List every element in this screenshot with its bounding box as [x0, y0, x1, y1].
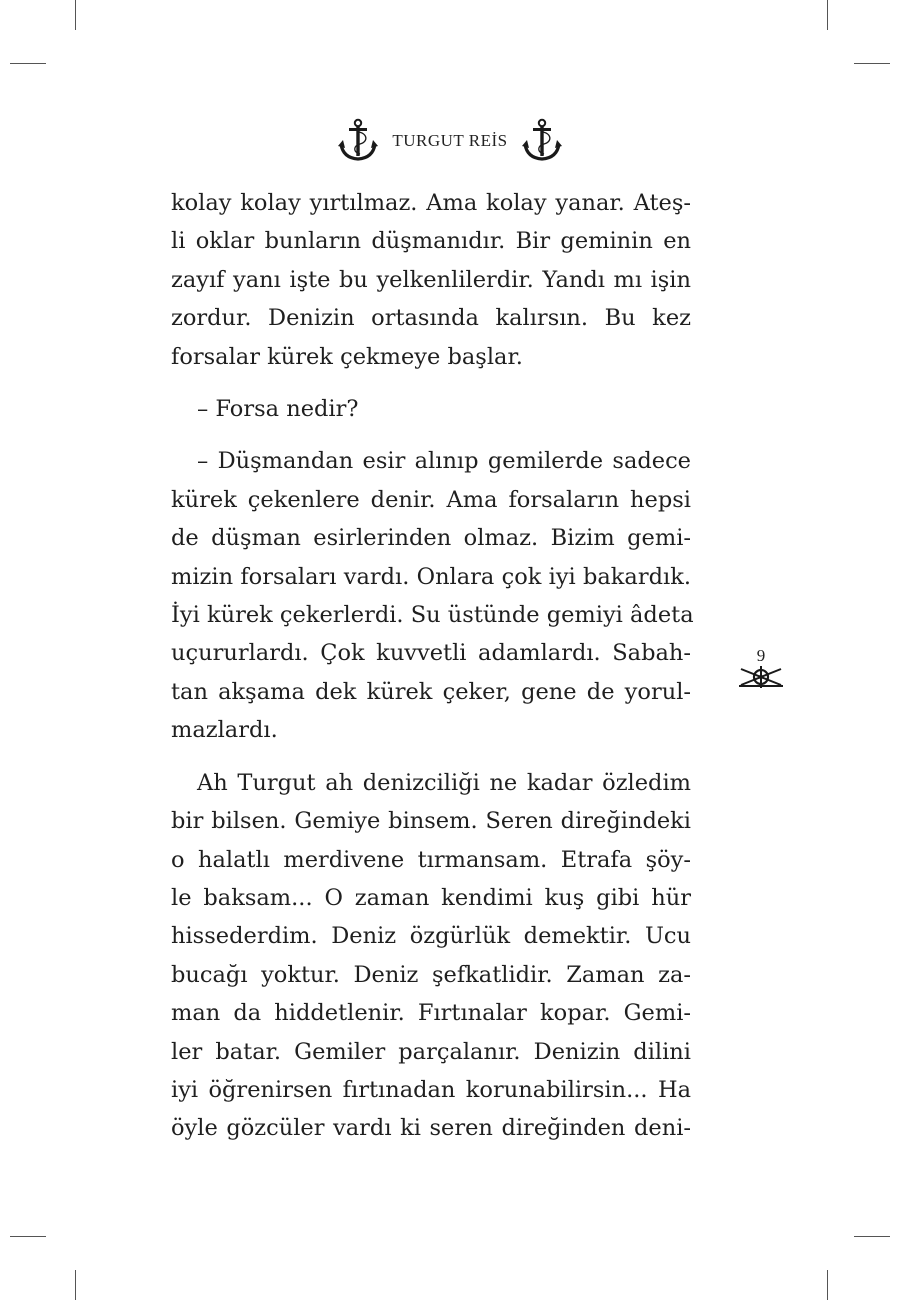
page-marker	[736, 646, 786, 692]
text-line: kolay kolay yırtılmaz. Ama kolay yanar. Ateş-	[171, 190, 691, 216]
text-line: İyi kürek çekerlerdi. Su üstünde gemiyi âdeta	[171, 602, 694, 629]
text-line: le baksam... O zaman kendimi kuş gibi hür	[171, 884, 691, 911]
running-head-title: TURGUT REİS	[392, 131, 508, 150]
crop-mark-top-right	[827, 0, 828, 30]
text-line: uçururlardı. Çok kuvvetli adamlardı. Sabah-	[171, 640, 691, 667]
text-line: zordur. Denizin ortasında kalırsın. Bu kez	[171, 305, 691, 332]
text-line: mizin forsaları vardı. Onlara çok iyi bakardık.	[171, 563, 691, 590]
body-text	[171, 184, 694, 1148]
text-line: Ah Turgut ah denizciliği ne kadar özledim	[197, 769, 691, 796]
anchor-icon	[522, 118, 562, 164]
crop-mark-right-top	[854, 63, 890, 64]
text-line: o halatlı merdivene tırmansam. Etrafa şöy-	[171, 846, 691, 873]
text-line: man da hiddetlenir. Fırtınalar kopar. Gemi-	[171, 1000, 691, 1027]
crop-mark-top-left	[75, 0, 76, 30]
text-line: li oklar bunların düşmanıdır. Bir geminin en	[171, 228, 691, 255]
text-line: bucağı yoktur. Deniz şefkatlidir. Zaman za-	[171, 961, 691, 988]
text-line: de düşman esirlerinden olmaz. Bizim gemi-	[171, 525, 691, 552]
paragraph	[171, 442, 694, 749]
text-line: bir bilsen. Gemiye binsem. Seren direğindeki	[171, 808, 691, 835]
page-number: 9	[756, 646, 766, 665]
text-line: – Düşmandan esir alınıp gemilerde sadece	[197, 448, 691, 475]
crop-mark-right-bottom	[854, 1236, 890, 1237]
text-line: hissederdim. Deniz özgürlük demektir. Ucu	[171, 923, 691, 950]
text-line: mazlardı.	[171, 717, 278, 744]
text-line: tan akşama dek kürek çeker, gene de yorul-	[171, 678, 691, 705]
text-line: forsalar kürek çekmeye başlar.	[171, 343, 523, 370]
text-line: kürek çekenlere denir. Ama forsaların hepsi	[171, 486, 691, 513]
paragraph	[171, 184, 691, 376]
paragraph	[171, 764, 691, 1148]
running-head	[0, 116, 900, 166]
ship-wheel-icon	[739, 664, 783, 690]
anchor-icon	[338, 118, 378, 164]
text-line: – Forsa nedir?	[197, 396, 359, 423]
text-line: zayıf yanı işte bu yelkenlilerdir. Yandı mı işin	[171, 266, 691, 293]
crop-mark-bottom-left	[75, 1270, 76, 1300]
crop-mark-bottom-right	[827, 1270, 828, 1300]
crop-mark-left-top	[10, 63, 46, 64]
text-line: ler batar. Gemiler parçalanır. Denizin dilini	[171, 1038, 691, 1065]
text-line: öyle gözcüler vardı ki seren direğinden deni-	[171, 1115, 691, 1142]
crop-mark-left-bottom	[10, 1236, 46, 1237]
paragraph	[171, 390, 691, 428]
text-line: iyi öğrenirsen fırtınadan korunabilirsin... Ha	[171, 1076, 691, 1103]
